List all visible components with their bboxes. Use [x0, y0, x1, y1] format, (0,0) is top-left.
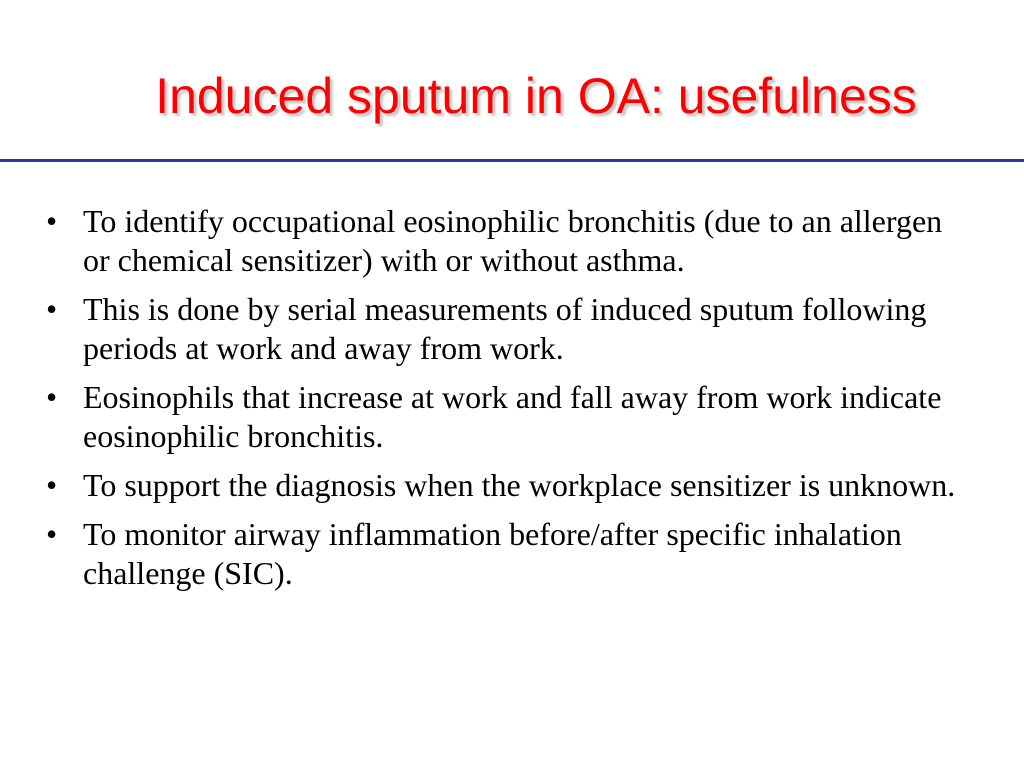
bullet-text: To support the diagnosis when the workplace sensitizer is unknown.: [83, 467, 956, 503]
bullet-text: Eosinophils that increase at work and fall away from work indicate eosinophilic bronchitis.: [83, 379, 942, 454]
bullet-icon: •: [46, 379, 58, 415]
list-item: [46, 202, 976, 280]
slide-title: Induced sputum in OA: usefulness: [155, 68, 917, 124]
bullet-list: [46, 202, 976, 603]
title-divider: [0, 159, 1024, 162]
bullet-icon: •: [46, 291, 58, 327]
bullet-text: To monitor airway inflammation before/after specific inhalation challenge (SIC).: [83, 516, 902, 591]
list-item: [46, 290, 976, 368]
list-item: [46, 378, 976, 456]
bullet-icon: •: [46, 203, 58, 239]
list-item: [46, 466, 976, 505]
list-item: [46, 515, 976, 593]
bullet-text: To identify occupational eosinophilic bronchitis (due to an allergen or chemical sensitizer) with or without asthma.: [83, 203, 943, 278]
bullet-icon: •: [46, 467, 58, 503]
bullet-icon: •: [46, 516, 58, 552]
bullet-text: This is done by serial measurements of induced sputum following periods at work and away from work.: [83, 291, 927, 366]
